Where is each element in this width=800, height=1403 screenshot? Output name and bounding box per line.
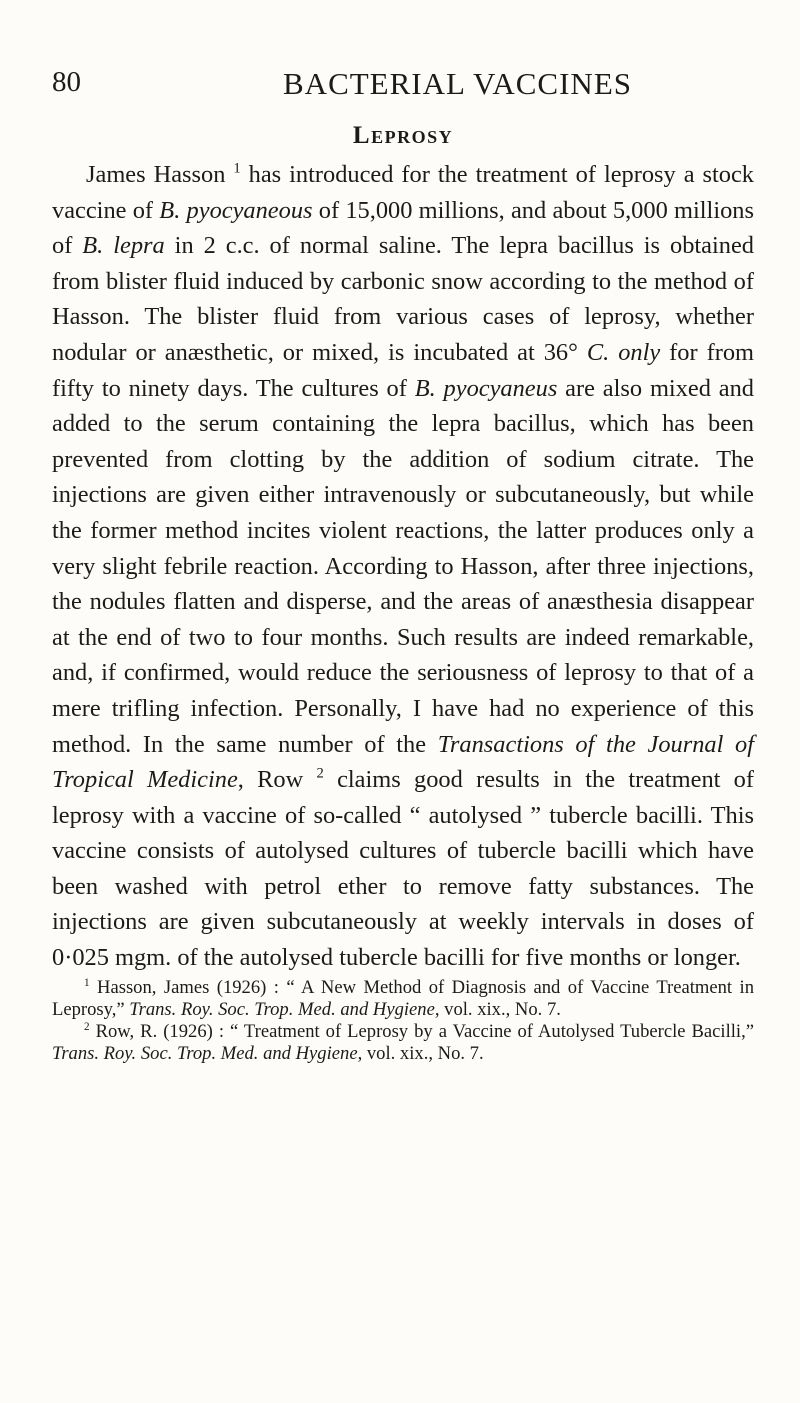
footnote-ref-1: 1: [233, 160, 241, 177]
page-number: 80: [52, 66, 81, 98]
footnote-ref-2: 2: [316, 765, 324, 782]
footnote-2: $^2$ Row, R. (1926) : “ Treatment of Leprosy by a Vaccine of Autolysed Tubercle Bacilli,” Trans. Roy. Soc. Trop. Med. and Hygiene, vol. xix., No. 7.: [52, 1020, 754, 1064]
body-paragraph: James Hasson $^1$ has introduced for the treatment of leprosy a stock vaccine of B. pyocyaneous of 15,000 millions, and about 5,000 millions of B. lepra in 2 c.c. of normal saline. The lepra bacillus is obtained from blister fluid induced by carbonic snow according to the method of Hasson. The blister fluid from various cases of leprosy, whether nodular or anæsthetic, or mixed, is incubated at 36° C. only for from fifty to ninety days. The cultures of B. pyocyaneus are also mixed and added to the serum containing the lepra bacillus, which has been prevented from clotting by the addition of sodium citrate. The injections are given either intravenously or subcutaneously, but while the former method incites violent reactions, the latter produces only a very slight febrile reaction. According to Hasson, after three injections, the nodules flatten and disperse, and the areas of anæsthesia disappear at the end of two to four months. Such results are indeed remarkable, and, if confirmed, would reduce the seriousness of leprosy to that of a mere trifling infection. Personally, I have had no experience of this method. In the same number of the Transactions of the Journal of Tropical Medicine, Row $^2$ claims good results in the treatment of leprosy with a vaccine of so-called “ autolysed ” tubercle bacilli. This vaccine consists of autolysed cultures of tubercle bacilli which have been washed with petrol ether to remove fatty substances. The injections are given subcutaneously at weekly intervals in doses of 0·025 mgm. of the autolysed tubercle bacilli for five months or longer.: [52, 160, 755, 972]
running-title: BACTERIAL VACCINES: [283, 66, 632, 101]
footnotes: [52, 977, 754, 1065]
footnote-1: $^1$ Hasson, James (1926) : “ A New Method of Diagnosis and of Vaccine Treatment in Leprosy,” Trans. Roy. Soc. Trop. Med. and Hygiene, vol. xix., No. 7.: [52, 976, 754, 1020]
section-title: Leprosy: [352, 122, 454, 149]
running-head: [52, 62, 754, 122]
book-page: [52, 62, 754, 1065]
